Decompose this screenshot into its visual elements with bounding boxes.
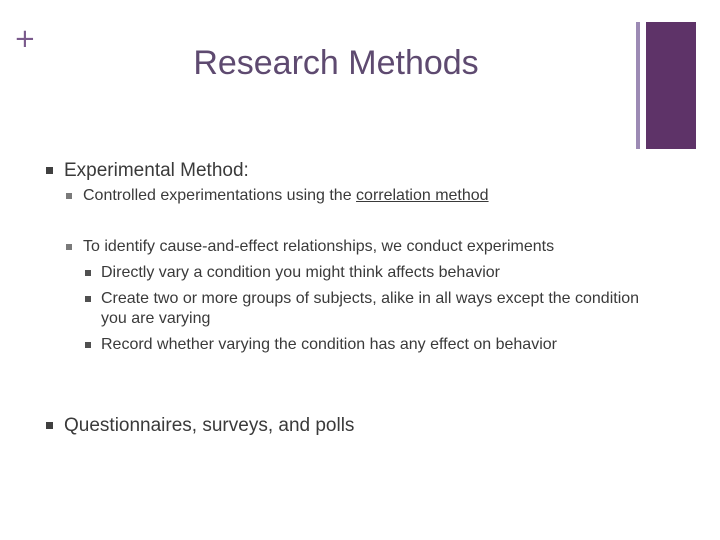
square-bullet-icon (66, 193, 72, 199)
sub-sub-bullet-vary-condition (85, 263, 645, 283)
bullet-text: Experimental Method: (64, 160, 249, 181)
square-bullet-icon (85, 270, 91, 276)
slide-title: Research Methods (193, 44, 479, 82)
correlation-method-underlined: correlation method (356, 187, 489, 204)
square-bullet-icon (85, 296, 91, 302)
square-bullet-icon (85, 342, 91, 348)
decorative-thin-bar (636, 22, 640, 149)
sub-sub-bullet-two-groups (85, 289, 645, 329)
sub-sub-bullet-record-effect (85, 335, 645, 355)
plus-icon: + (14, 24, 36, 54)
sub-bullet-text: To identify cause-and-effect relationships, we conduct experiments (83, 238, 555, 255)
square-bullet-icon (46, 167, 53, 174)
square-bullet-icon (66, 244, 72, 250)
bullet-text: Questionnaires, surveys, and polls (64, 415, 355, 436)
sub-sub-bullet-text: Record whether varying the condition has any effect on behavior (101, 336, 557, 353)
sub-bullet-text (83, 187, 489, 205)
sub-sub-bullet-text: Directly vary a condition you might think affects behavior (101, 264, 501, 281)
square-bullet-icon (46, 422, 53, 429)
text-before-link: Controlled experimentations using the (83, 187, 357, 204)
decorative-purple-block (646, 22, 696, 149)
sub-sub-bullet-text: Create two or more groups of subjects, alike in all ways except the condition you are varying (101, 290, 640, 327)
